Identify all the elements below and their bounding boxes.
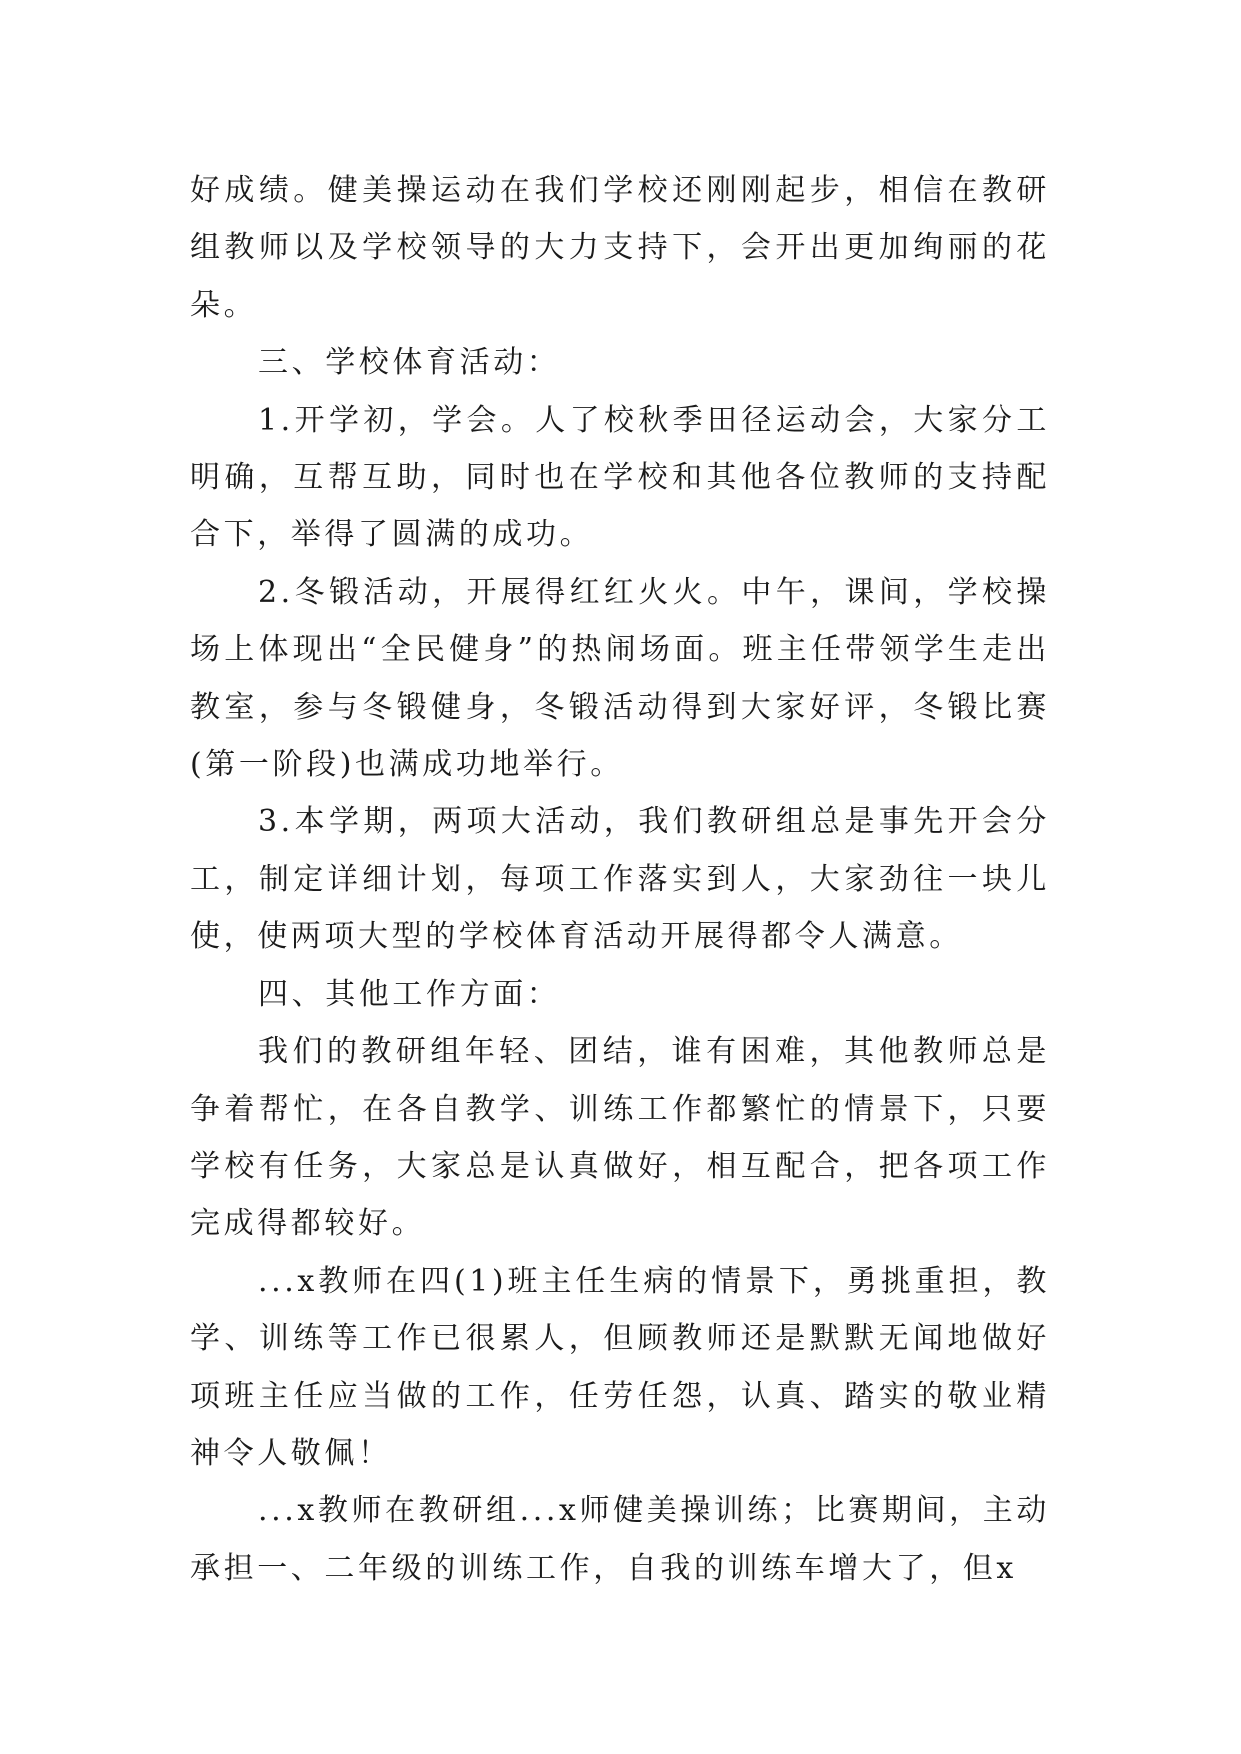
paragraph-item-2: 2.冬锻活动，开展得红红火火。中午，课间，学校操场上体现出“全民健身”的热闹场面。班主任带领学生走出教室，参与冬锻健身，冬锻活动得到大家好评，冬锻比赛(第一阶段)也满成功地举行。 [190, 574, 1050, 783]
paragraph-item-1: 1.开学初，学会。人了校秋季田径运动会，大家分工明确，互帮互助，同时也在学校和其他各位教师的支持配合下，举得了圆满的成功。 [190, 402, 1050, 553]
paragraph-continuation: 好成绩。健美操运动在我们学校还刚刚起步，相信在教研组教师以及学校领导的大力支持下，会开出更加绚丽的花朵。 [190, 173, 1050, 323]
paragraph-teacher-aerobics: ...x教师在教研组...x师健美操训练；比赛期间，主动承担一、二年级的训练工作，自我的训练车增大了，但x [190, 1493, 1050, 1586]
paragraph-teacher-class-four: ...x教师在四(1)班主任生病的情景下，勇挑重担，教学、训练等工作已很累人，但顾教师还是默默无闻地做好项班主任应当做的工作，任劳任怨，认真、踏实的敬业精神令人敬佩！ [190, 1263, 1050, 1471]
document-body [190, 162, 1050, 1597]
section-heading-school-sports: 三、学校体育活动： [258, 345, 561, 381]
section-heading-other-work: 四、其他工作方面： [258, 976, 561, 1012]
paragraph-team: 我们的教研组年轻、团结，谁有困难，其他教师总是争着帮忙，在各自教学、训练工作都繁忙的情景下，只要学校有任务，大家总是认真做好，相互配合，把各项工作完成得都较好。 [190, 1034, 1050, 1242]
paragraph-item-3: 3.本学期，两项大活动，我们教研组总是事先开会分工，制定详细计划，每项工作落实到人，大家劲往一块儿使，使两项大型的学校体育活动开展得都令人满意。 [190, 804, 1050, 955]
